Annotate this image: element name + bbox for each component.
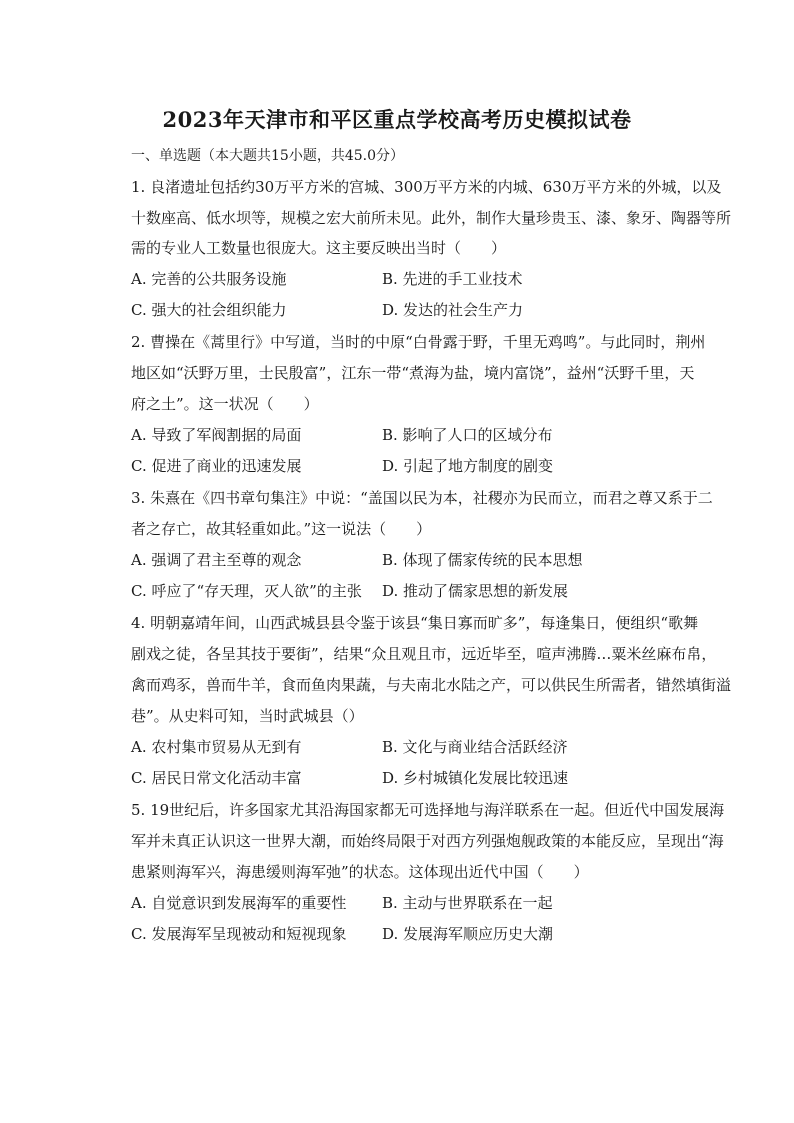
option-a[interactable]: A. 导致了军阀割据的局面 [131,426,302,444]
option-a[interactable]: A. 强调了君主至尊的观念 [131,551,302,569]
page-title: 2023年天津市和平区重点学校高考历史模拟试卷 [162,107,632,132]
option-d[interactable]: D. 引起了地方制度的剧变 [382,457,554,475]
question-text-line: 军并未真正认识这一世界大潮，而始终局限于对西方列强炮舰政策的本能反应，呈现出“海 [131,832,724,850]
question-text-line: 十数座高、低水坝等，规模之宏大前所未见。此外，制作大量珍贵玉、漆、象牙、陶器等所 [131,209,732,227]
option-c[interactable]: C. 强大的社会组织能力 [131,301,287,319]
option-a[interactable]: A. 自觉意识到发展海军的重要性 [131,894,347,912]
question-text-line: 巷”。从史料可知，当时武城县（） [131,707,364,725]
option-b[interactable]: B. 主动与世界联系在一起 [382,894,553,912]
question-text-line: 禽而鸡豕，兽而牛羊，食而鱼肉果蔬，与夫南北水陆之产，可以供民生所需者，错然填街溢 [131,676,732,694]
option-d[interactable]: D. 推动了儒家思想的新发展 [382,582,569,600]
question-text-line: 需的专业人工数量也很庞大。这主要反映出当时（ ） [131,239,507,257]
section-heading: 一、单选题（本大题共15小题，共45.0分） [131,148,404,164]
option-b[interactable]: B. 文化与商业结合活跃经济 [382,738,568,756]
option-d[interactable]: D. 发展海军顺应历史大潮 [382,925,554,943]
question-text-line: 地区如“沃野万里，士民殷富”，江东一带“煮海为盐，境内富饶”，益州“沃野千里，天 [131,364,695,382]
option-d[interactable]: D. 发达的社会生产力 [382,301,524,319]
question-text-line: 5. 19世纪后，许多国家尤其沿海国家都无可选择地与海洋联系在一起。但近代中国发展海 [131,801,725,819]
option-b[interactable]: B. 先进的手工业技术 [382,270,523,288]
option-a[interactable]: A. 农村集市贸易从无到有 [131,738,302,756]
question-text-line: 者之存亡，故其轻重如此。”这一说法（ ） [131,520,432,538]
question-text-line: 1. 良渚遗址包括约30万平方米的宫城、300万平方米的内城、630万平方米的外城，以及 [131,178,722,196]
option-c[interactable]: C. 居民日常文化活动丰富 [131,769,302,787]
option-c[interactable]: C. 发展海军呈现被动和短视现象 [131,925,347,943]
option-b[interactable]: B. 体现了儒家传统的民本思想 [382,551,583,569]
question-text-line: 3. 朱熹在《四书章句集注》中说：“盖国以民为本，社稷亦为民而立，而君之尊又系于二 [131,489,713,507]
option-a[interactable]: A. 完善的公共服务设施 [131,270,287,288]
option-b[interactable]: B. 影响了人口的区域分布 [382,426,553,444]
question-text-line: 剧戏之徒，各呈其技于要街”，结果“众且观且市，远近毕至，喧声沸腾…粟米丝麻布帛， [131,645,717,663]
option-c[interactable]: C. 呼应了“存天理，灭人欲”的主张 [131,582,362,600]
option-c[interactable]: C. 促进了商业的迅速发展 [131,457,302,475]
question-text-line: 2. 曹操在《蒿里行》中写道，当时的中原“白骨露于野，千里无鸡鸣”。与此同时，荆州 [131,333,706,351]
question-text-line: 府之土”。这一状况（ ） [131,395,319,413]
option-d[interactable]: D. 乡村城镇化发展比较迅速 [382,769,569,787]
question-text-line: 患紧则海军兴，海患缓则海军弛”的状态。这体现出近代中国（ ） [131,863,589,881]
question-text-line: 4. 明朝嘉靖年间，山西武城县县令鉴于该县“集日寡而旷多”，每逢集日，便组织“歌舞 [131,614,699,632]
